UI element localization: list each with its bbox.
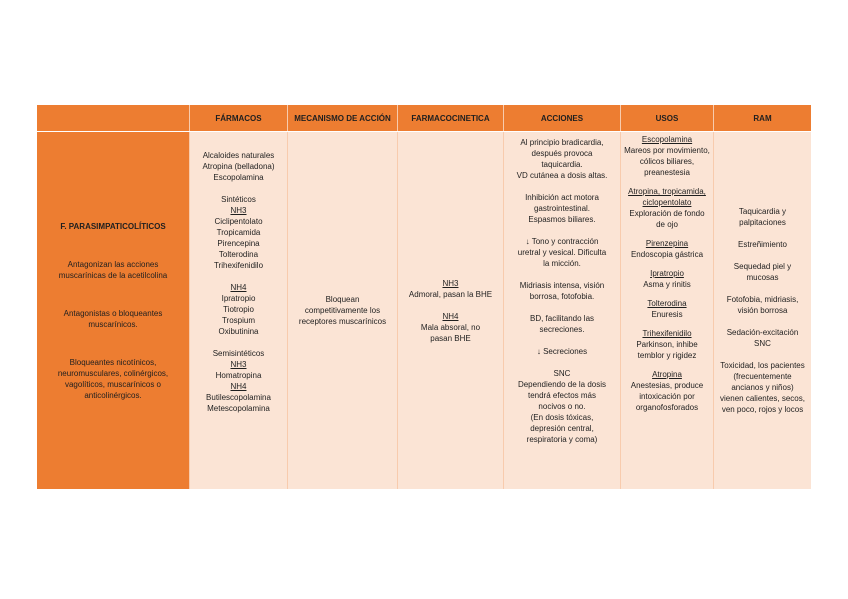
use-drug: Tolterodina bbox=[647, 299, 687, 308]
drug-subgroup-label: NH3 bbox=[230, 206, 247, 215]
drug-line: Trihexifenidilo bbox=[213, 261, 264, 270]
drug-line: Escopolamina bbox=[213, 173, 264, 182]
header-usos: USOS bbox=[621, 105, 714, 131]
use-drug: Pirenzepina bbox=[645, 239, 689, 248]
use-text: Enuresis bbox=[651, 310, 683, 319]
category-title: F. PARASIMPATICOLÍTICOS bbox=[60, 221, 166, 231]
drug-line: Oxibutinina bbox=[218, 327, 259, 336]
drugs-cell bbox=[190, 132, 288, 489]
category-text-1: Antagonizan las acciones muscarínicas de la acetilcolina bbox=[58, 259, 168, 280]
drug-line: Alcaloides naturales bbox=[202, 151, 275, 160]
table-body-row bbox=[37, 132, 811, 489]
mechanism-cell bbox=[288, 132, 398, 489]
table-header-row bbox=[37, 105, 811, 131]
action-text: Midriasis intensa, visión borrosa, fotofobia. bbox=[519, 281, 605, 301]
pharmacokinetics-cell bbox=[398, 132, 504, 489]
use-text: Anestesias, produce intoxicación por organofosforados bbox=[630, 381, 704, 412]
action-text: SNC bbox=[553, 369, 571, 378]
header-farmacos: FÁRMACOS bbox=[190, 105, 288, 131]
header-empty-cell bbox=[37, 105, 190, 131]
ram-item: Toxicidad, los pacientes (frecuentemente ancianos y niños) vienen calientes, secos, ven poco, rojos y locos bbox=[720, 361, 805, 414]
drug-subgroup-label: NH4 bbox=[230, 283, 247, 292]
action-text: (En dosis tóxicas, depresión central, respiratoria y coma) bbox=[526, 413, 598, 444]
action-text: ↓ Tono y contracción uretral y vesical. Dificulta la micción. bbox=[517, 237, 607, 268]
use-drug: Atropina bbox=[652, 370, 682, 379]
action-text: BD, facilitando las secreciones. bbox=[529, 314, 595, 334]
use-text: Asma y rinitis bbox=[643, 280, 691, 289]
pk-nh3-text: Admoral, pasan la BHE bbox=[408, 289, 493, 299]
drug-line: Pirencepina bbox=[217, 239, 260, 248]
header-acciones: ACCIONES bbox=[504, 105, 621, 131]
use-drug: Ipratropio bbox=[650, 269, 684, 278]
action-text: Dependiendo de la dosis tendrá efectos más nocivos o no. bbox=[517, 380, 607, 411]
actions-cell bbox=[504, 132, 621, 489]
drug-subgroup-label: NH3 bbox=[230, 360, 247, 369]
action-text: VD cutánea a dosis altas. bbox=[516, 171, 608, 180]
pharmacology-table bbox=[37, 105, 811, 489]
drug-line: Trospium bbox=[221, 316, 256, 325]
action-text: Espasmos biliares. bbox=[528, 215, 596, 224]
header-mecanismo: MECANISMO DE ACCIÓN bbox=[288, 105, 398, 131]
pk-nh4-label: NH4 bbox=[442, 311, 459, 321]
drug-line: Tropicamida bbox=[216, 228, 261, 237]
use-drug: Trihexifenidilo bbox=[642, 329, 692, 338]
drug-line: Tiotropio bbox=[223, 305, 254, 314]
ram-item: Estreñimiento bbox=[738, 240, 787, 249]
use-drug: Atropina, tropicamida, ciclopentolato bbox=[628, 187, 706, 207]
drug-line: Butilescopolamina bbox=[206, 393, 271, 402]
drug-line: Metescopolamina bbox=[207, 404, 270, 413]
action-text: Al principio bradicardia, después provoca taquicardia. bbox=[520, 138, 604, 169]
drug-line: Ciclipentolato bbox=[214, 217, 263, 226]
category-cell bbox=[37, 132, 190, 489]
ram-cell bbox=[714, 132, 811, 489]
drug-line: Ipratropio bbox=[221, 294, 256, 303]
pk-nh3-label: NH3 bbox=[442, 278, 459, 288]
drug-line: Homatropina bbox=[215, 371, 262, 380]
drug-line: Atropina (belladona) bbox=[202, 162, 275, 171]
category-text-3: Bloqueantes nicotínicos, neuromusculares, colinérgicos, vagolíticos, muscarínicos o anticolinérgicos. bbox=[57, 357, 169, 400]
header-farmacocinetica: FARMACOCINETICA bbox=[398, 105, 504, 131]
use-drug: Escopolamina bbox=[641, 135, 693, 144]
drug-line: Tolterodina bbox=[218, 250, 259, 259]
ram-item: Sedación-excitación SNC bbox=[726, 328, 799, 348]
ram-item: Fotofobia, midriasis, visión borrosa bbox=[726, 295, 799, 315]
header-ram: RAM bbox=[753, 113, 772, 123]
drug-subgroup-label: NH4 bbox=[230, 382, 247, 391]
action-text: Inhibición act motora gastrointestinal. bbox=[525, 193, 599, 213]
uses-cell bbox=[621, 132, 714, 489]
use-text: Exploración de fondo de ojo bbox=[629, 209, 705, 229]
ram-item: Taquicardia y palpitaciones bbox=[738, 207, 787, 227]
pk-nh4-text: Mala absoral, no pasan BHE bbox=[420, 322, 481, 343]
ram-item: Sequedad piel y mucosas bbox=[733, 262, 792, 282]
drug-group-title: Sintéticos bbox=[221, 195, 256, 204]
mechanism-text: Bloquean competitivamente los receptores muscarínicos bbox=[298, 295, 387, 326]
use-text: Mareos por movimiento, cólicos biliares, preanestesia bbox=[624, 146, 710, 177]
action-text: ↓ Secreciones bbox=[536, 347, 588, 356]
use-text: Parkinson, inhibe temblor y rigidez bbox=[636, 340, 698, 360]
drug-group-title: Semisintéticos bbox=[212, 349, 265, 358]
category-text-2: Antagonistas o bloqueantes muscarínicos. bbox=[63, 308, 163, 329]
use-text: Endoscopia gástrica bbox=[630, 250, 704, 259]
